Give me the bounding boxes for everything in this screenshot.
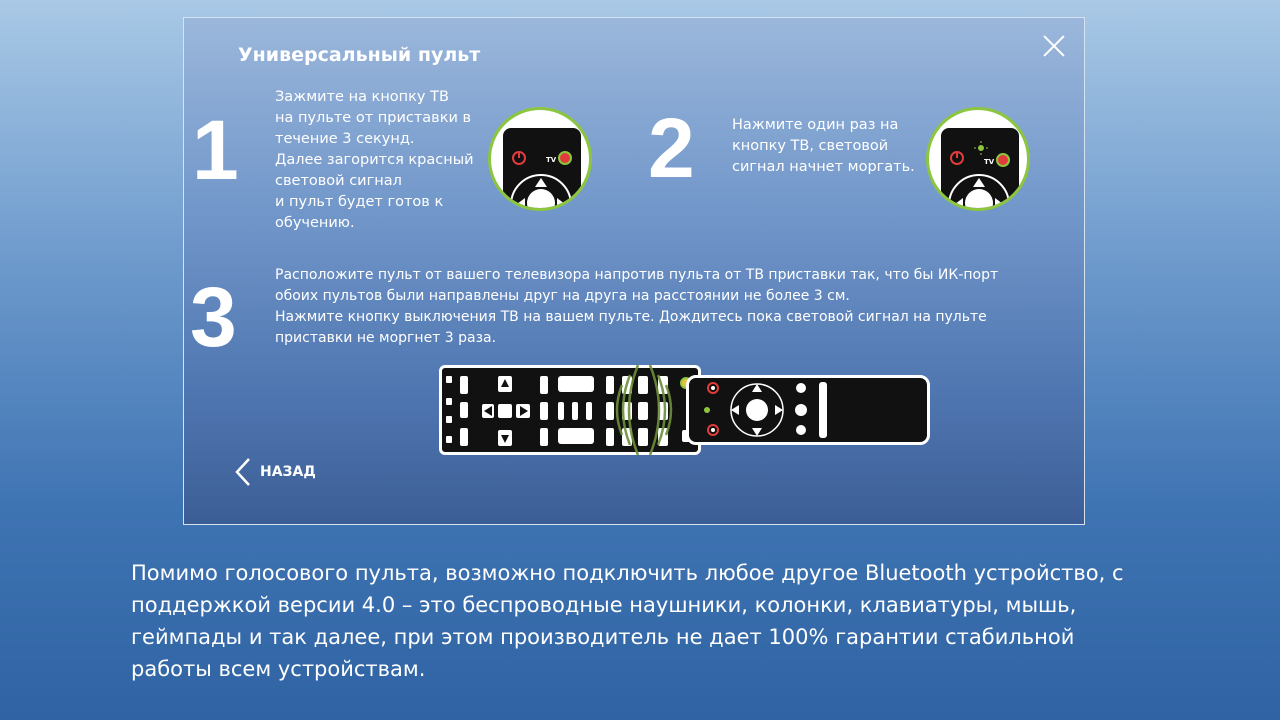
- svg-text:TV: TV: [984, 158, 995, 166]
- step-2-line: Нажмите один раз на: [732, 117, 899, 133]
- set-top-box-remote-icon: [689, 378, 927, 442]
- description-text: Помимо голосового пульта, возможно подключить любое другое Bluetooth устройство, с поддержкой версии 4.0 – это беспроводные наушники, колонки, клавиатуры, мышь, геймпады и так далее, при этом производитель не дает 100% гарантии стабильной работы всем устройствам.: [131, 561, 1124, 681]
- step-2-number: 2: [648, 101, 695, 195]
- step-1-line: световой сигнал: [275, 173, 402, 189]
- step-3-line: обоих пультов были направлены друг на друга на расстоянии не более 3 см.: [275, 288, 850, 304]
- remote-top-icon: [491, 110, 589, 208]
- step-1-line: обучению.: [275, 215, 355, 231]
- step-1-line: на пульте от приставки в: [275, 110, 472, 126]
- back-button[interactable]: [234, 456, 316, 488]
- step-1-line: Зажмите на кнопку ТВ: [275, 89, 449, 105]
- remote-tv-button-illustration-2: [926, 107, 1030, 211]
- back-button-label: НАЗАД: [260, 464, 316, 480]
- step-3-line: Нажмите кнопку выключения ТВ на вашем пульте. Дождитесь пока световой сигнал на пульте: [275, 309, 987, 325]
- close-icon[interactable]: [1042, 34, 1066, 58]
- step-2-text: [732, 115, 932, 178]
- step-1-line: течение 3 секунд.: [275, 131, 415, 147]
- ir-signal-waves-icon: [604, 361, 684, 459]
- step-3-line: приставки не моргнет 3 раза.: [275, 330, 497, 346]
- step-2-line: кнопку ТВ, световой: [732, 138, 889, 154]
- universal-remote-dialog: [183, 17, 1085, 525]
- step-2-line: сигнал начнет моргать.: [732, 159, 915, 175]
- step-1-line: Далее загорится красный: [275, 152, 474, 168]
- step-1-line: и пульт будет готов к: [275, 194, 444, 210]
- step-3-line: Расположите пульт от вашего телевизора напротив пульта от ТВ приставки так, что бы ИК-порт: [275, 267, 999, 283]
- step-3-number: 3: [190, 270, 237, 364]
- set-top-box-remote-illustration: [686, 375, 930, 445]
- remote-top-blinking-icon: [929, 110, 1027, 208]
- step-1-text: [275, 87, 475, 234]
- dialog-title: Универсальный пульт: [238, 44, 481, 66]
- svg-text:TV: TV: [546, 156, 557, 164]
- remote-tv-button-illustration-1: [488, 107, 592, 211]
- chevron-left-icon: [234, 457, 252, 487]
- step-3-text: [275, 265, 1045, 349]
- step-1-number: 1: [192, 103, 239, 197]
